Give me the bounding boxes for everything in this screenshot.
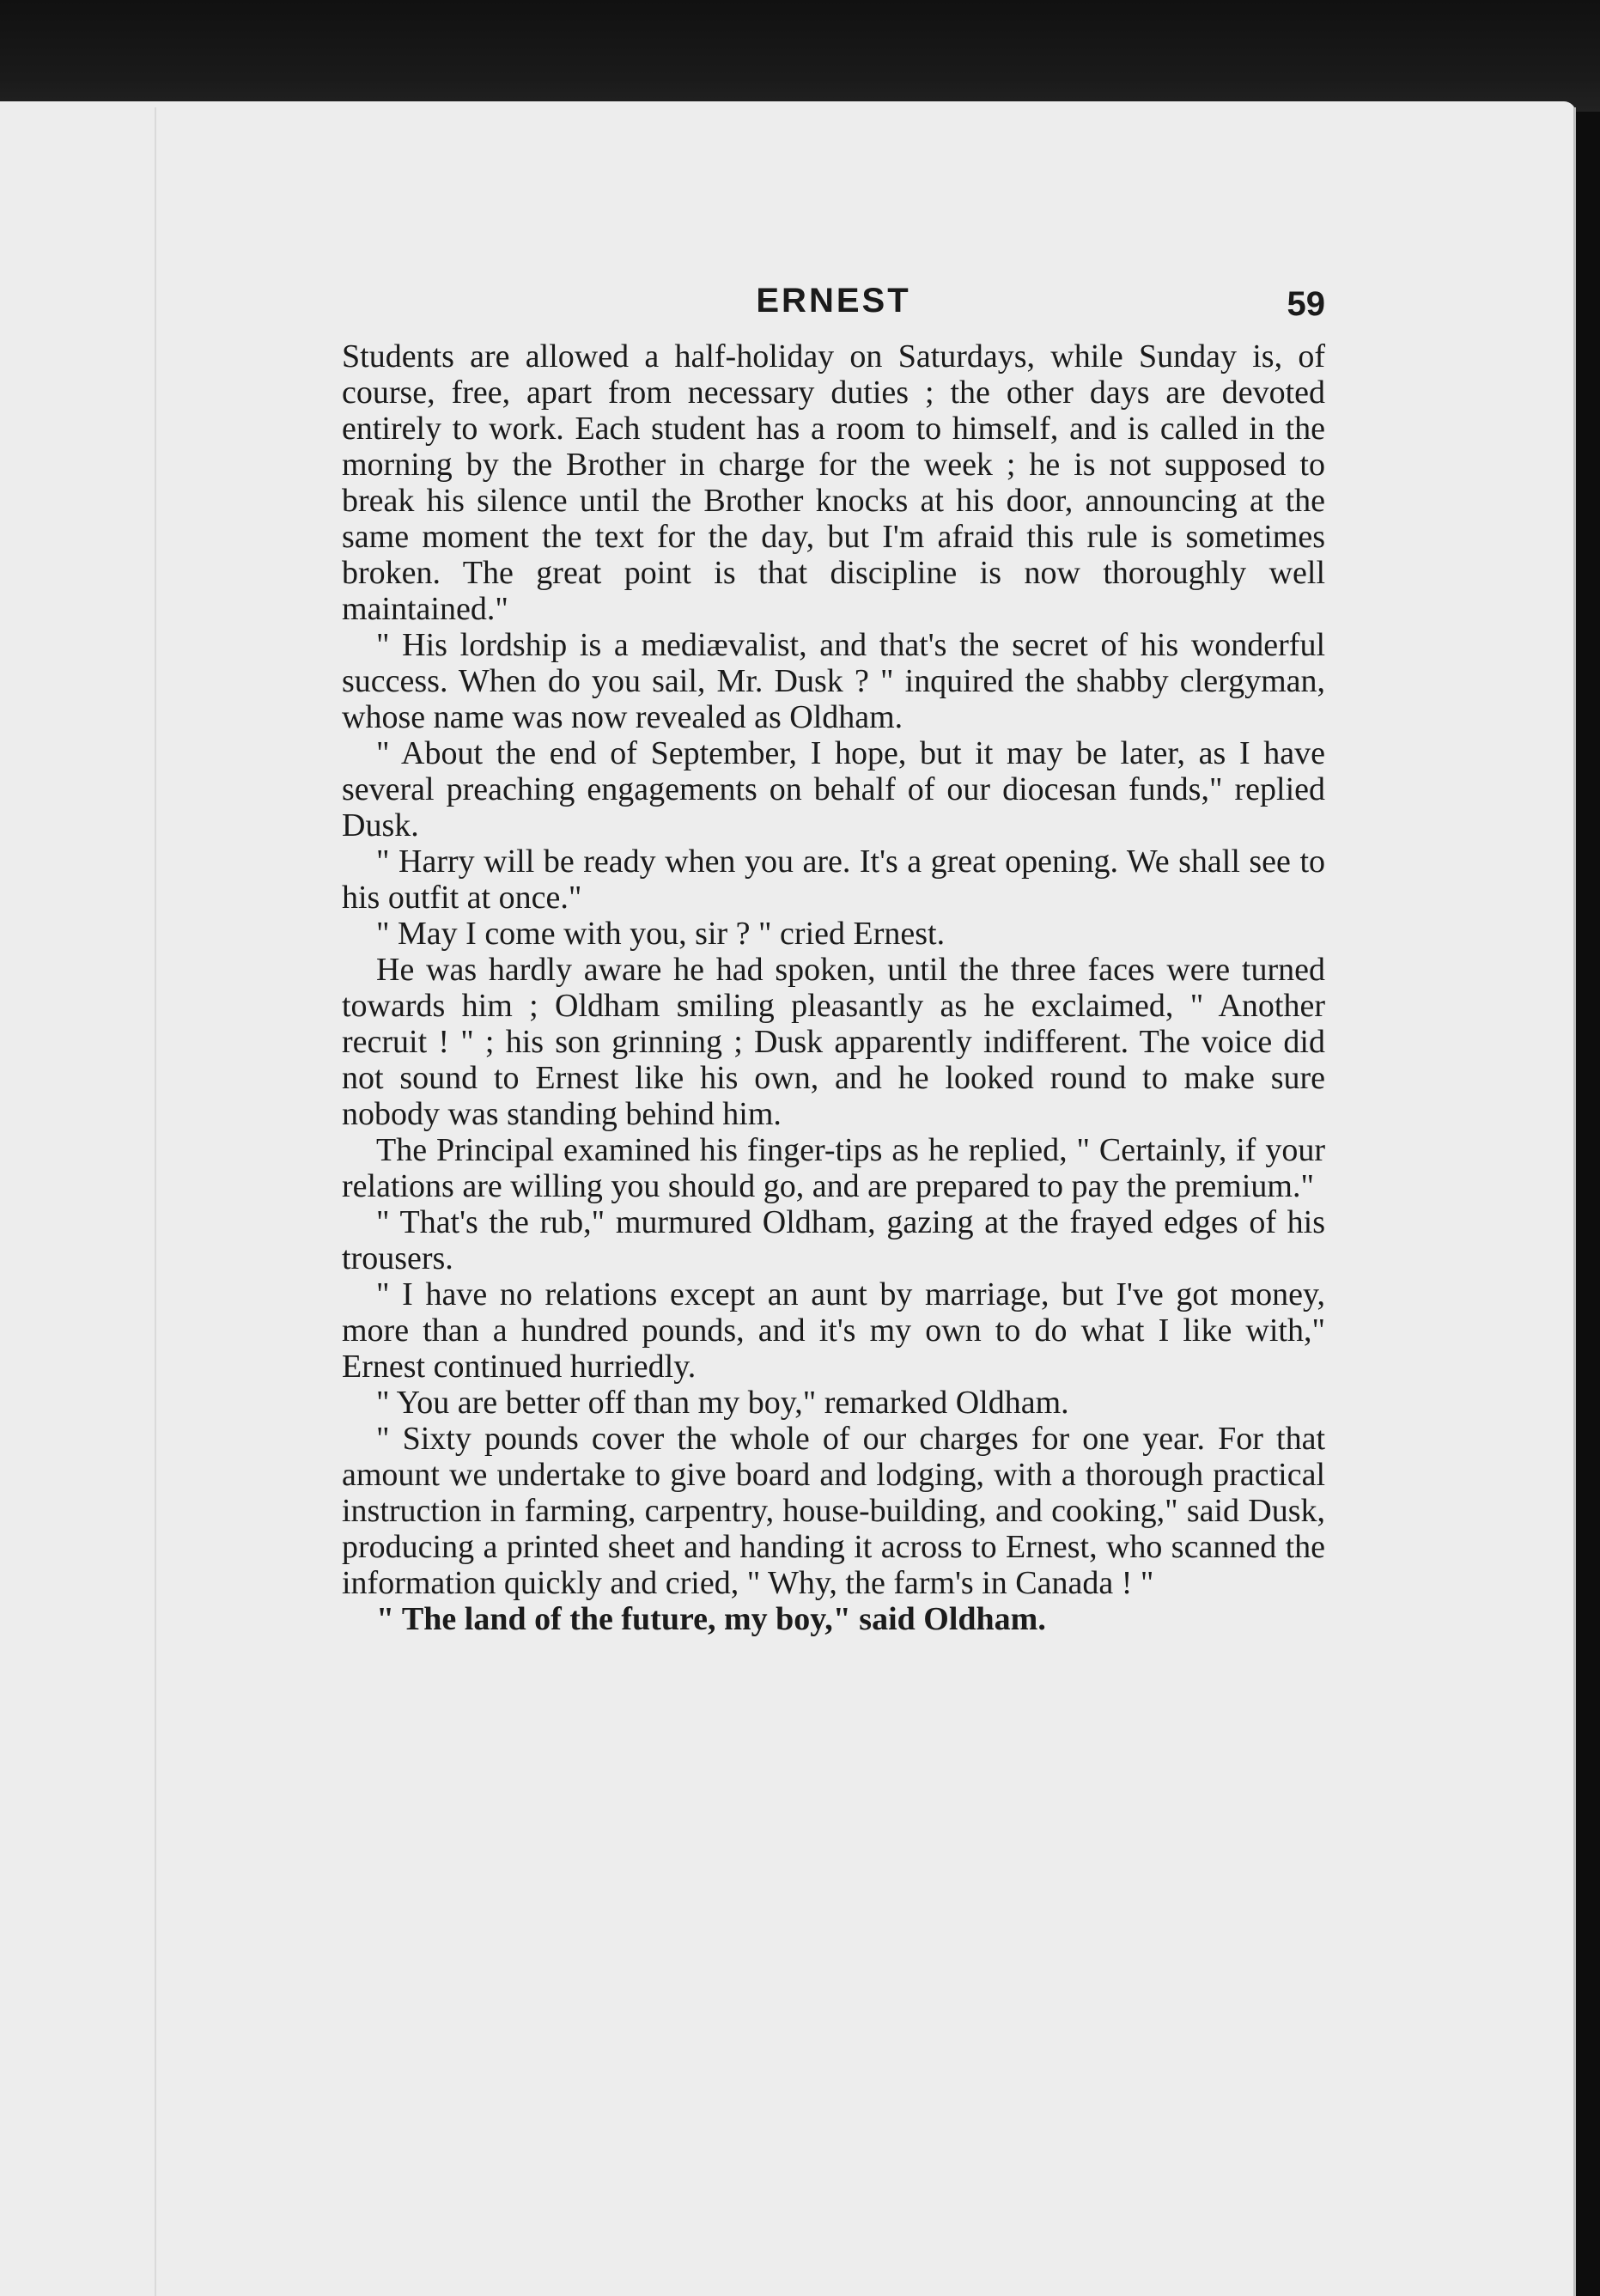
paragraph: Students are allowed a half-holiday on Saturdays, while Sunday is, of course, free, apart from necessary duties ; the other days are devoted entirely to work. Each student has a room to himself, and is called in the morning by the Brother in charge for the week ; he is not supposed to break his silence until the Brother knocks at his door, announcing at the same moment the text for the day, but I'm afraid this rule is sometimes broken. The great point is that discipline is now thoroughly well maintained." xyxy=(342,338,1325,627)
paragraph: " Sixty pounds cover the whole of our charges for one year. For that amount we undertake to give board and lodging, with a thorough practical instruction in farming, carpentry, house-building, and cooking," said Dusk, producing a printed sheet and handing it across to Ernest, who scanned the information quickly and cried, " Why, the farm's in Canada ! " xyxy=(342,1421,1325,1601)
paragraph: " Harry will be ready when you are. It's a great opening. We shall see to his outfit at once." xyxy=(342,843,1325,916)
page-content xyxy=(342,282,1325,1637)
running-head: ERNEST xyxy=(756,282,911,320)
page-gutter xyxy=(155,107,156,2296)
body-text xyxy=(342,338,1325,1637)
paragraph: " That's the rub," murmured Oldham, gazing at the frayed edges of his trousers. xyxy=(342,1204,1325,1276)
paragraph: " May I come with you, sir ? " cried Ernest. xyxy=(376,916,946,952)
paragraph: " About the end of September, I hope, but it may be later, as I have several preaching engagements on behalf of our diocesan funds," replied Dusk. xyxy=(342,735,1325,843)
page-number: 59 xyxy=(1287,285,1325,323)
scan-background xyxy=(0,0,1600,112)
paragraph: He was hardly aware he had spoken, until the three faces were turned towards him ; Oldham smiling pleasantly as he exclaimed, " Another recruit ! " ; his son grinning ; Dusk apparently indifferent. The voice did not sound to Ernest like his own, and he looked round to make sure nobody was standing behind him. xyxy=(342,952,1325,1132)
page-header xyxy=(342,282,1325,333)
paragraph: " The land of the future, my boy," said Oldham. xyxy=(376,1601,1046,1637)
paragraph: " You are better off than my boy," remarked Oldham. xyxy=(376,1385,1069,1421)
paragraph: The Principal examined his finger-tips as he replied, " Certainly, if your relations are willing you should go, and are prepared to pay the premium." xyxy=(342,1132,1325,1204)
page-edge xyxy=(1573,107,1576,2296)
paragraph: " I have no relations except an aunt by marriage, but I've got money, more than a hundred pounds, and it's my own to do what I like with," Ernest continued hurriedly. xyxy=(342,1276,1325,1385)
paragraph: " His lordship is a mediævalist, and that's the secret of his wonderful success. When do you sail, Mr. Dusk ? " inquired the shabby clergyman, whose name was now revealed as Oldham. xyxy=(342,627,1325,735)
